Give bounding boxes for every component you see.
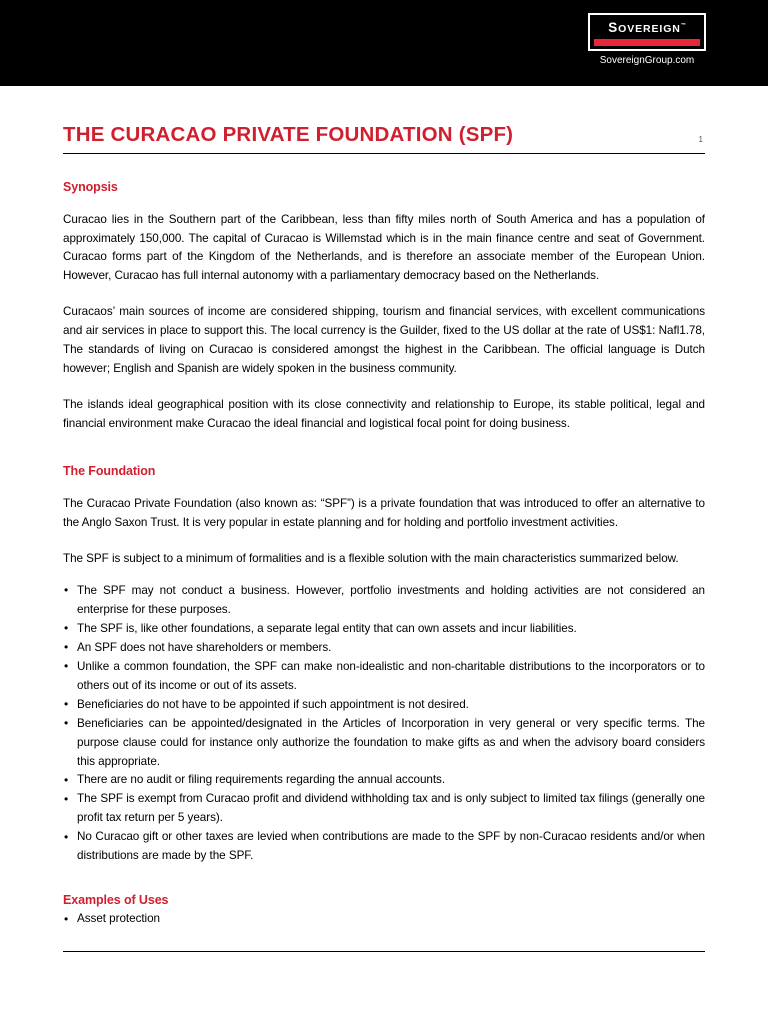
list-item: • Unlike a common foundation, the SPF can make non-idealistic and non-charitable distributions to the incorporators or to others out of its income or out of its assets. [63,658,705,696]
logo-red-bar [594,39,700,46]
foundation-bullet-list [63,582,705,866]
page-header-band [0,0,768,86]
list-item: • No Curacao gift or other taxes are levied when contributions are made to the SPF by non-Curacao residents and/or when distributions are made by the SPF. [63,828,705,866]
logo-wordmark-rest: OVEREIGN [618,23,681,35]
logo-box [588,13,706,51]
logo-wordmark-initial: S [608,20,619,35]
section-heading-examples-of-uses: Examples of Uses [63,893,169,908]
synopsis-paragraph-3: The islands ideal geographical position with its close connectivity and relationship to Europe, its stable political, legal and financial environment make Curacao the ideal financial and logistical focal point for doing business. [63,398,705,431]
foundation-paragraph-1: The Curacao Private Foundation (also known as: “SPF”) is a private foundation that was introduced to offer an alternative to the Anglo Saxon Trust. It is very popular in estate planning and for holding and portfolio investment activities. [63,497,705,530]
list-item: • The SPF may not conduct a business. However, portfolio investments and holding activities are not considered an enterprise for these purposes. [63,582,705,620]
section-heading-synopsis: Synopsis [63,179,118,194]
list-item: • Beneficiaries do not have to be appointed if such appointment is not desired. [63,696,705,715]
list-item: • The SPF is, like other foundations, a separate legal entity that can own assets and incur liabilities. [63,620,705,639]
sovereign-logo [588,13,706,66]
trademark-icon: ™ [680,22,686,29]
examples-bullet-list [63,910,705,929]
page-title: THE CURACAO PRIVATE FOUNDATION (SPF) [63,123,514,146]
logo-website-url: SovereignGroup.com [599,54,695,66]
title-divider [63,153,705,154]
list-item: • The SPF is exempt from Curacao profit and dividend withholding tax and is only subject to limited tax filings (generally one profit tax return per 5 years). [63,790,705,828]
list-item: • There are no audit or filing requirements regarding the annual accounts. [63,771,705,790]
title-row [63,124,705,147]
list-item: • Asset protection [63,910,705,929]
list-item: • An SPF does not have shareholders or members. [63,639,705,658]
page-number: 1 [698,134,703,144]
bottom-divider [63,951,705,952]
logo-wordmark [594,21,700,35]
synopsis-paragraph-2: Curacaos’ main sources of income are considered shipping, tourism and financial services, with excellent communications and air services in place to support this. The local currency is the Guilder, fixed to the US dollar at the rate of US$1: Nafl1.78, The standards of living on Curacao is considered amongst the highest in the Caribbean. The official language is Dutch however; English and Spanish are widely spoken in the business community. [63,305,705,376]
list-item: • Beneficiaries can be appointed/designated in the Articles of Incorporation in very general or very specific terms. The purpose clause could for instance only authorize the foundation to make gifts as and when the advisory board considers this appropriate. [63,715,705,772]
document-page [0,124,768,952]
synopsis-paragraph-1: Curacao lies in the Southern part of the Caribbean, less than fifty miles north of South America and has a population of approximately 150,000. The capital of Curacao is Willemstad which is in the main finance centre and seat of Government. Curacao forms part of the Kingdom of the Netherlands, and is therefore an associate member of the European Union. However, Curacao has full internal autonomy with a parliamentary democracy based on the Netherlands. [63,212,705,283]
foundation-paragraph-2: The SPF is subject to a minimum of formalities and is a flexible solution with the main characteristics summarized below. [63,551,679,565]
section-heading-the-foundation: The Foundation [63,464,156,479]
